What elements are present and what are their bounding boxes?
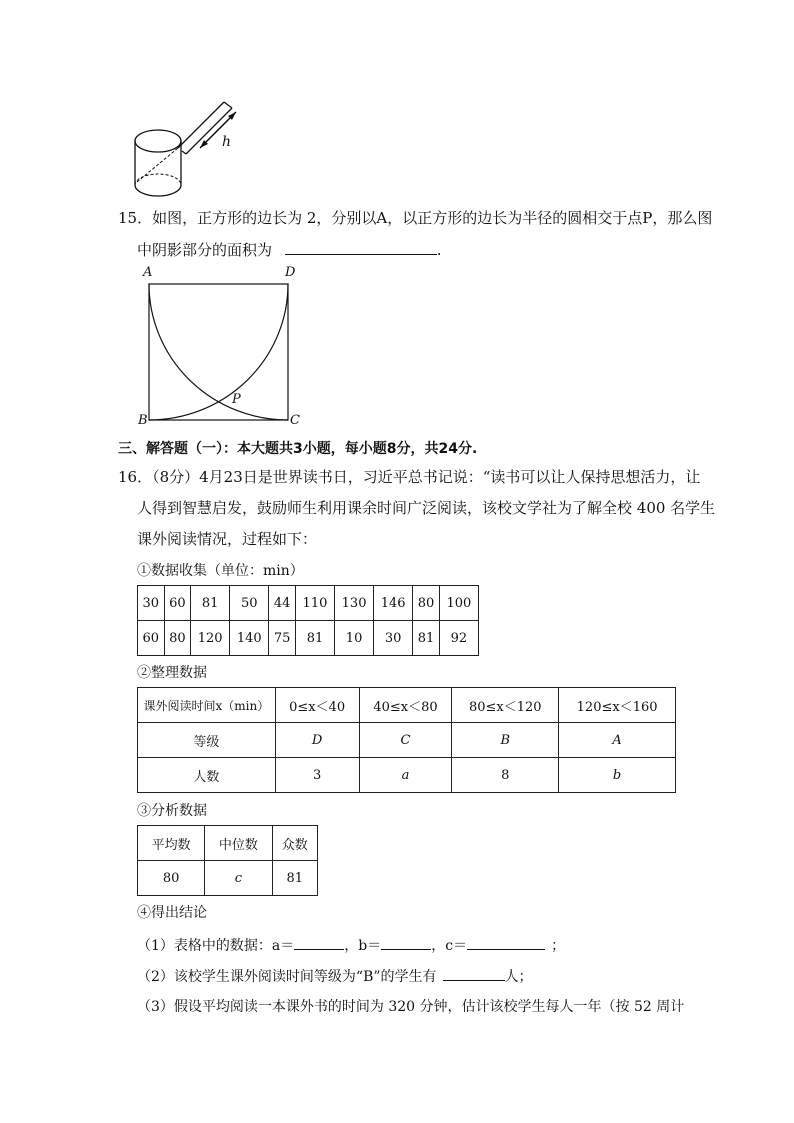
- stat-value: 81: [272, 861, 317, 896]
- q15-answer-blank[interactable]: [285, 239, 437, 255]
- raw-cell: 75: [269, 621, 296, 656]
- stat-value: c: [205, 861, 272, 896]
- sub1-text: （1）表格中的数据：a＝: [137, 938, 295, 954]
- square-arcs-figure: [148, 283, 290, 423]
- sub-question-2: [137, 965, 533, 986]
- raw-cell: 120: [191, 621, 230, 656]
- vertex-label-A: A: [143, 265, 153, 280]
- answer-blank-a[interactable]: [294, 934, 344, 950]
- q15-line2: [137, 239, 442, 260]
- step2-title: ②整理数据: [137, 665, 207, 681]
- raw-cell: 140: [230, 621, 269, 656]
- point-label-P: P: [232, 392, 241, 407]
- stat-header: 中位数: [205, 826, 272, 861]
- frequency-table: [137, 687, 676, 793]
- q15-number: 15．: [118, 209, 153, 227]
- raw-cell: 81: [413, 621, 440, 656]
- grade-cell: A: [559, 723, 676, 758]
- sub1-end: ；: [551, 938, 566, 954]
- raw-cell: 80: [413, 586, 440, 621]
- q15-line1: [118, 207, 712, 228]
- sub2-text: （2）该校学生课外阅读时间等级为“B”的学生有: [137, 969, 437, 985]
- vertex-label-C: C: [290, 413, 300, 428]
- sub-question-1: [137, 934, 565, 955]
- count-cell: a: [359, 758, 452, 793]
- grade-cell: B: [452, 723, 559, 758]
- answer-blank-b-count[interactable]: [443, 965, 505, 981]
- raw-cell: 110: [295, 586, 334, 621]
- raw-cell: 30: [374, 621, 413, 656]
- raw-cell: 92: [439, 621, 478, 656]
- height-label: h: [222, 134, 232, 150]
- section3-title: 三、解答题（一）：本大题共3小题，每小题8分，共24分.: [118, 441, 478, 457]
- freq-header: 0≤x＜40: [275, 688, 359, 723]
- grade-label: 等级: [138, 723, 276, 758]
- raw-cell: 60: [164, 586, 191, 621]
- cylinder-figure: [128, 98, 248, 204]
- sub-question-3: （3）假设平均阅读一本课外书的时间为 320 分钟，估计该校学生每人一年（按 52 周计: [137, 999, 685, 1015]
- sub1-c-label: ，c＝: [431, 938, 468, 954]
- step1-title: ①数据收集（单位：min）: [137, 563, 304, 579]
- count-cell: b: [559, 758, 676, 793]
- count-cell: 3: [275, 758, 359, 793]
- statistics-table: [137, 825, 318, 896]
- count-cell: 8: [452, 758, 559, 793]
- raw-cell: 81: [191, 586, 230, 621]
- raw-cell: 44: [269, 586, 296, 621]
- stat-value: 80: [138, 861, 205, 896]
- freq-header: 80≤x＜120: [452, 688, 559, 723]
- raw-cell: 146: [374, 586, 413, 621]
- q15-end: .: [436, 241, 442, 259]
- raw-cell: 81: [295, 621, 334, 656]
- raw-cell: 80: [164, 621, 191, 656]
- q16-intro-2: 人得到智慧启发，鼓励师生利用课余时间广泛阅读，该校文学社为了解全校 400 名学生: [137, 499, 716, 517]
- q15-text-line1: 如图，正方形的边长为 2，分别以A，以正方形的边长为半径的圆相交于点P，那么图: [152, 209, 713, 227]
- sub2-end: 人；: [504, 969, 533, 985]
- answer-blank-c[interactable]: [467, 934, 545, 950]
- vertex-label-B: B: [138, 413, 148, 428]
- q16-intro-3: 课外阅读情况，过程如下：: [137, 530, 318, 548]
- step4-title: ④得出结论: [137, 905, 207, 921]
- freq-header: 40≤x＜80: [359, 688, 452, 723]
- stat-header: 平均数: [138, 826, 205, 861]
- vertex-label-D: D: [285, 265, 296, 280]
- count-label: 人数: [138, 758, 276, 793]
- sub1-b-label: ，b＝: [344, 938, 382, 954]
- answer-blank-b[interactable]: [381, 934, 431, 950]
- freq-header: 课外阅读时间x（min）: [138, 688, 276, 723]
- q15-text-line2: 中阴影部分的面积为: [137, 241, 273, 259]
- raw-cell: 100: [439, 586, 478, 621]
- raw-cell: 60: [138, 621, 165, 656]
- stat-header: 众数: [272, 826, 317, 861]
- grade-cell: C: [359, 723, 452, 758]
- q16-intro-1: 16．（8分）4月23日是世界读书日，习近平总书记说：“读书可以让人保持思想活力，让: [118, 468, 701, 486]
- grade-cell: D: [275, 723, 359, 758]
- freq-header: 120≤x＜160: [559, 688, 676, 723]
- step3-title: ③分析数据: [137, 803, 207, 819]
- raw-cell: 130: [335, 586, 374, 621]
- raw-data-table: [137, 585, 479, 656]
- raw-cell: 10: [335, 621, 374, 656]
- raw-cell: 50: [230, 586, 269, 621]
- raw-cell: 30: [138, 586, 165, 621]
